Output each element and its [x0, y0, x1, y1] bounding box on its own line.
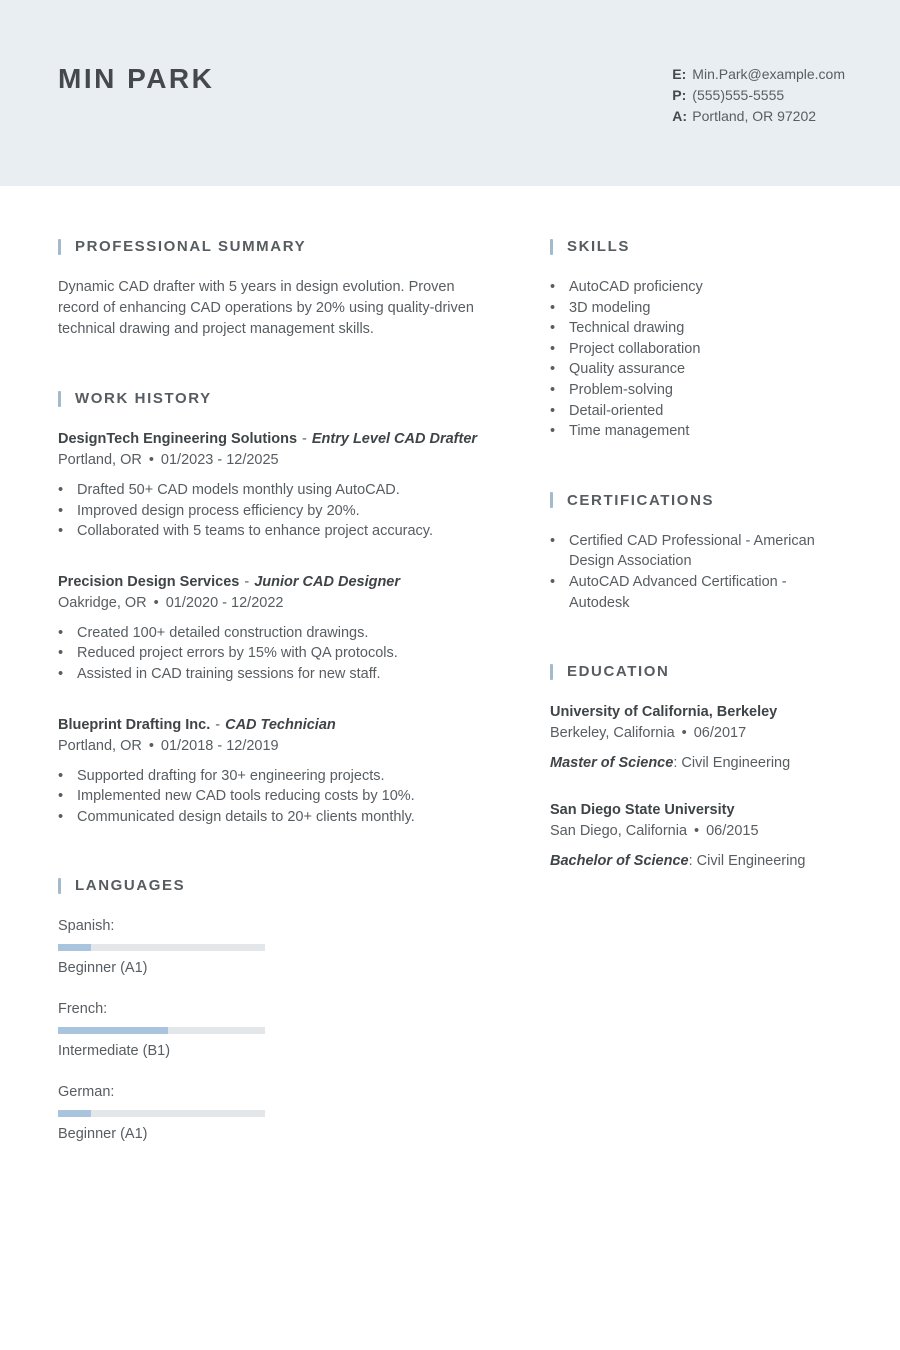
list-item: • Collaborated with 5 teams to enhance project accuracy.	[58, 521, 498, 542]
list-item: • Supported drafting for 30+ engineering projects.	[58, 766, 498, 787]
school-name: University of California, Berkeley	[550, 704, 778, 721]
heading-bar-icon	[550, 239, 553, 255]
language-progress-fill	[58, 1027, 168, 1034]
bullet-icon: •	[550, 340, 556, 357]
work-history-heading	[58, 390, 498, 407]
education-heading-label: EDUCATION	[567, 663, 670, 681]
school-meta	[550, 723, 845, 744]
separator: -	[244, 573, 250, 590]
address-value: Portland, OR 97202	[692, 108, 817, 124]
job-dates: 01/2023 - 12/2025	[160, 452, 279, 468]
job-dates: 01/2020 - 12/2022	[165, 594, 284, 611]
degree-line	[550, 851, 845, 872]
degree-line	[550, 753, 845, 774]
resume-header	[0, 0, 900, 186]
bullet-icon: •	[58, 482, 64, 498]
company-name: DesignTech Engineering Solutions	[58, 431, 298, 447]
skills-list	[550, 277, 845, 442]
company-name: Blueprint Drafting Inc.	[58, 716, 211, 733]
separator: •	[694, 823, 700, 840]
job-location: Portland, OR	[58, 737, 142, 754]
graduation-date: 06/2015	[706, 823, 759, 840]
language-progress-fill	[58, 944, 91, 951]
languages-heading	[58, 877, 498, 894]
list-item: • Certified CAD Professional - American Design Association	[550, 531, 845, 572]
education-heading	[550, 663, 845, 680]
bullet-icon: •	[550, 381, 556, 398]
separator: -	[215, 716, 221, 733]
languages-grid	[58, 916, 498, 1165]
email-value: Min.Park@example.com	[692, 66, 845, 82]
skills-heading-label: SKILLS	[567, 238, 630, 255]
list-item: • Project collaboration	[550, 339, 845, 360]
job-location: Portland, OR	[58, 452, 142, 468]
job-location: Oakridge, OR	[58, 594, 147, 611]
left-column	[58, 238, 498, 1215]
list-item: • Implemented new CAD tools reducing costs by 10%.	[58, 786, 498, 807]
job-title: Junior CAD Designer	[254, 573, 401, 590]
bullet-icon: •	[58, 523, 64, 540]
summary-section	[58, 238, 498, 340]
phone-label: P:	[672, 87, 687, 103]
language-progress-bar	[58, 1027, 265, 1034]
languages-section	[58, 877, 498, 1165]
candidate-name: MIN PARK	[58, 63, 215, 94]
separator: •	[153, 594, 159, 611]
bullet-icon: •	[550, 320, 556, 337]
work-history-section	[58, 390, 498, 827]
language-item	[58, 916, 265, 979]
bullet-icon: •	[550, 532, 556, 549]
address-label: A:	[672, 108, 688, 124]
bullet-icon: •	[550, 423, 556, 440]
certifications-heading-label: CERTIFICATIONS	[567, 491, 715, 509]
job-entry	[58, 715, 498, 828]
list-item: • Communicated design details to 20+ clients monthly.	[58, 807, 498, 828]
bullet-icon: •	[58, 665, 64, 682]
language-level: Intermediate (B1)	[58, 1043, 171, 1060]
language-name: French:	[58, 1001, 108, 1018]
contact-email-row	[672, 64, 845, 85]
skills-section	[550, 238, 845, 442]
job-meta	[58, 593, 498, 614]
separator: •	[681, 725, 687, 742]
heading-bar-icon	[58, 878, 61, 894]
list-item: • Quality assurance	[550, 359, 845, 380]
bullet-icon: •	[550, 299, 556, 316]
skills-heading	[550, 238, 845, 255]
list-item: • 3D modeling	[550, 298, 845, 319]
job-dates: 01/2018 - 12/2019	[160, 737, 279, 754]
summary-heading	[58, 238, 498, 255]
job-meta	[58, 736, 498, 757]
degree-field: : Civil Engineering	[688, 853, 806, 870]
language-item	[58, 999, 265, 1062]
job-bullet-list	[58, 623, 498, 685]
education-section	[550, 663, 845, 872]
language-level: Beginner (A1)	[58, 1126, 148, 1143]
language-name: German:	[58, 1084, 115, 1101]
work-history-heading-label: WORK HISTORY	[75, 390, 212, 407]
separator: -	[302, 431, 307, 447]
bullet-icon: •	[58, 645, 64, 662]
summary-heading-label: PROFESSIONAL SUMMARY	[75, 238, 307, 255]
language-progress-bar	[58, 1110, 265, 1117]
degree-name: Master of Science	[550, 755, 674, 772]
bullet-icon: •	[550, 573, 556, 590]
degree-field: : Civil Engineering	[673, 755, 791, 772]
job-title-line	[58, 572, 498, 593]
bullet-icon: •	[58, 808, 64, 825]
phone-value: (555)555-5555	[692, 87, 785, 103]
job-bullet-list	[58, 480, 498, 542]
list-item: • AutoCAD proficiency	[550, 277, 845, 298]
education-entry	[550, 702, 845, 774]
bullet-icon: •	[550, 279, 556, 295]
heading-bar-icon	[58, 391, 61, 407]
list-item: • Technical drawing	[550, 318, 845, 339]
graduation-date: 06/2017	[693, 725, 747, 742]
job-title-line	[58, 715, 498, 736]
degree-name: Bachelor of Science	[550, 853, 689, 870]
bullet-icon: •	[58, 502, 64, 519]
summary-text: Dynamic CAD drafter with 5 years in design evolution. Proven record of enhancing CAD operations by 20% using quality-driven technical drawing and project management skills.	[58, 279, 474, 337]
language-progress-bar	[58, 944, 265, 951]
list-item: • Reduced project errors by 15% with QA protocols.	[58, 643, 498, 664]
right-column	[550, 238, 845, 1215]
bullet-icon: •	[58, 767, 64, 784]
list-item: • Assisted in CAD training sessions for new staff.	[58, 664, 498, 685]
list-item: • Problem-solving	[550, 380, 845, 401]
contact-info	[672, 64, 845, 127]
email-label: E:	[672, 66, 687, 82]
separator: •	[148, 452, 154, 468]
separator: •	[148, 737, 154, 754]
job-title: Entry Level CAD Drafter	[311, 431, 478, 447]
list-item: • Drafted 50+ CAD models monthly using AutoCAD.	[58, 480, 498, 501]
bullet-icon: •	[550, 402, 556, 419]
language-level: Beginner (A1)	[58, 960, 148, 977]
heading-bar-icon	[550, 664, 553, 680]
language-progress-fill	[58, 1110, 91, 1117]
job-title: CAD Technician	[225, 716, 336, 733]
school-location: Berkeley, California	[550, 725, 675, 742]
list-item: • Time management	[550, 421, 845, 442]
certifications-list	[550, 531, 845, 613]
job-title-line	[58, 429, 498, 450]
language-name: Spanish:	[58, 918, 115, 935]
list-item: • Detail-oriented	[550, 401, 845, 422]
bullet-icon: •	[550, 361, 556, 378]
language-item	[58, 1082, 265, 1145]
job-meta	[58, 450, 498, 471]
contact-phone-row	[672, 85, 845, 106]
company-name: Precision Design Services	[58, 573, 240, 590]
job-entry	[58, 572, 498, 685]
heading-bar-icon	[58, 239, 61, 255]
education-entry	[550, 800, 845, 872]
school-location: San Diego, California	[550, 823, 688, 840]
list-item: • Improved design process efficiency by 20%.	[58, 501, 498, 522]
certifications-heading	[550, 492, 845, 509]
job-entry	[58, 429, 498, 542]
bullet-icon: •	[58, 788, 64, 805]
bullet-icon: •	[58, 624, 64, 641]
school-meta	[550, 821, 845, 842]
languages-heading-label: LANGUAGES	[75, 877, 186, 895]
contact-address-row	[672, 106, 845, 127]
school-name: San Diego State University	[550, 802, 735, 819]
list-item: • Created 100+ detailed construction drawings.	[58, 623, 498, 644]
certifications-section	[550, 492, 845, 613]
list-item: • AutoCAD Advanced Certification - Autodesk	[550, 572, 845, 613]
job-bullet-list	[58, 766, 498, 828]
resume-body	[0, 186, 900, 1215]
heading-bar-icon	[550, 492, 553, 508]
